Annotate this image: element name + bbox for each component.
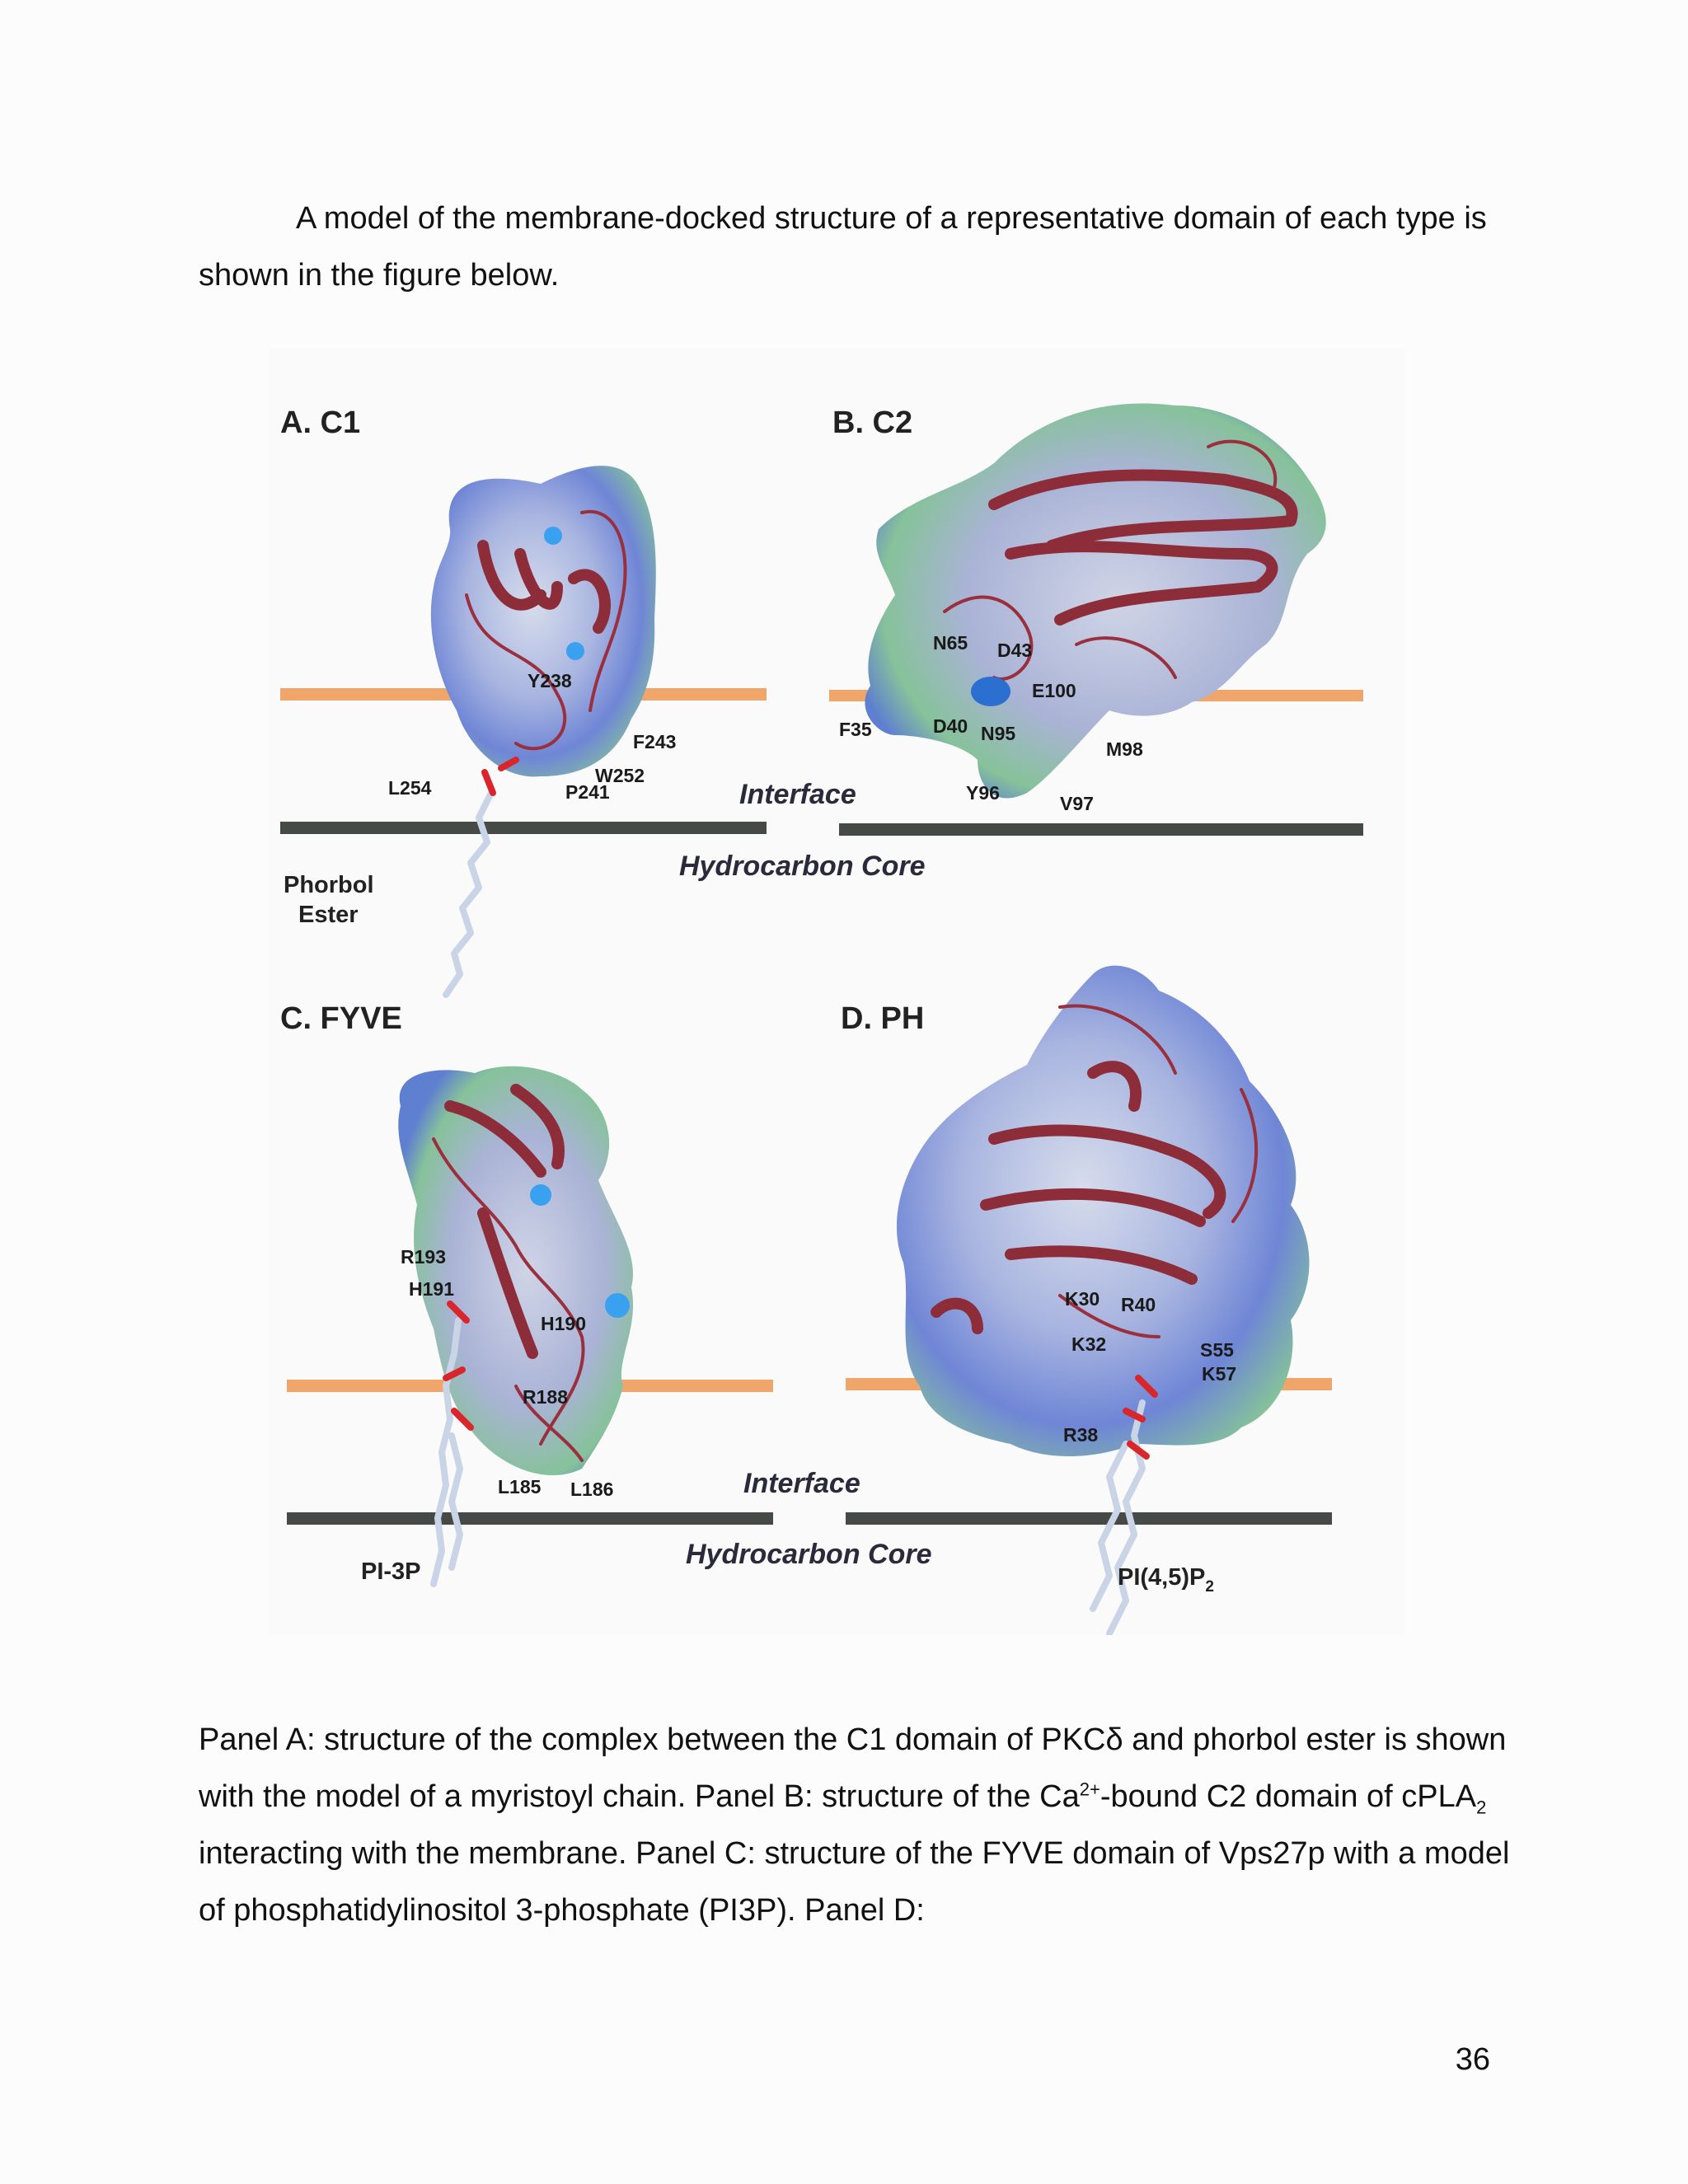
residue-label: N95 [981,723,1016,744]
panel-c-title: C. FYVE [280,1001,402,1036]
panel-b-core-band [839,823,1363,836]
residue-label: R40 [1121,1294,1156,1315]
residue-label: H190 [541,1313,586,1334]
residue-label: M98 [1106,738,1143,760]
panel-a-c1 [280,405,767,995]
figure-canvas [269,348,1406,1635]
c1-zinc-ion [544,527,562,545]
figure-caption: Panel A: structure of the complex between the C1 domain of PKCδ and phorbol ester is shown with the model of a myristoyl chain. Panel B: structure of the $Ca^{2+}$-bound C2 domain of cPLA$_2$ interacting with the membrane. Panel C: structure of the FYVE domain of Vps27p with a model of phosphatidylinositol 3-phosphate (PI3P). Panel D: [199,1722,1510,1928]
interface-label-bottom: Interface [743,1468,860,1499]
c1-molecular-surface [431,466,656,776]
residue-label: P241 [565,781,610,803]
residue-label: S55 [1200,1339,1234,1361]
residue-label: F35 [839,719,872,740]
fyve-zinc-ion [605,1293,630,1318]
interface-label-top: Interface [739,779,856,810]
intro-paragraph: A model of the membrane-docked structure of a representative domain of each type is shown in the figure below. [199,201,1487,293]
residue-label: K57 [1202,1363,1237,1385]
panel-a-core-band [280,822,767,834]
residue-label: E100 [1032,680,1076,701]
residue-label: L185 [498,1476,542,1497]
c2-calcium-ions [971,677,1010,706]
c2-molecular-surface [865,404,1325,799]
residue-label: Y96 [966,782,1000,804]
hydrocarbon-core-label-top: Hydrocarbon Core [679,851,926,882]
panel-c-core-band [287,1512,773,1525]
pi3p-label: PI-3P [361,1558,421,1585]
c1-zinc-ion [566,642,584,660]
panel-b-c2 [829,404,1363,836]
phorbol-ester-label: Ester [298,902,359,928]
residue-label: D40 [933,715,968,737]
ph-molecular-surface [897,966,1310,1456]
panel-d-ph [841,966,1332,1633]
residue-label: L254 [388,777,432,799]
hydrocarbon-core-label-bottom: Hydrocarbon Core [686,1539,932,1570]
residue-label: K30 [1065,1288,1100,1310]
residue-label: D43 [997,640,1033,661]
residue-label: K32 [1071,1333,1107,1355]
page-number: 36 [1455,2042,1490,2077]
panel-d-title: D. PH [841,1001,925,1036]
residue-label: R193 [401,1246,446,1268]
residue-label: L186 [570,1479,614,1500]
residue-label: F243 [633,731,677,752]
phorbol-ester-headgroup [485,760,516,793]
phorbol-ester-label: Phorbol [284,872,374,898]
panel-c-fyve [280,1001,773,1585]
panel-b-title: B. C2 [832,405,913,440]
fyve-zinc-ion [530,1184,551,1206]
pip2-label: $PI(4,5)P_2$ [1118,1564,1214,1596]
panel-d-core-band [846,1512,1332,1525]
residue-label: R38 [1063,1424,1099,1446]
panel-a-title: A. C1 [280,405,361,440]
residue-label: R188 [523,1386,568,1408]
residue-label: H191 [409,1278,454,1300]
residue-label: W252 [595,765,645,786]
residue-label: Y238 [528,670,572,691]
membrane-docking-figure [269,348,1406,1635]
fyve-molecular-surface [398,1066,633,1475]
residue-label: V97 [1060,793,1094,814]
residue-label: N65 [933,632,968,654]
